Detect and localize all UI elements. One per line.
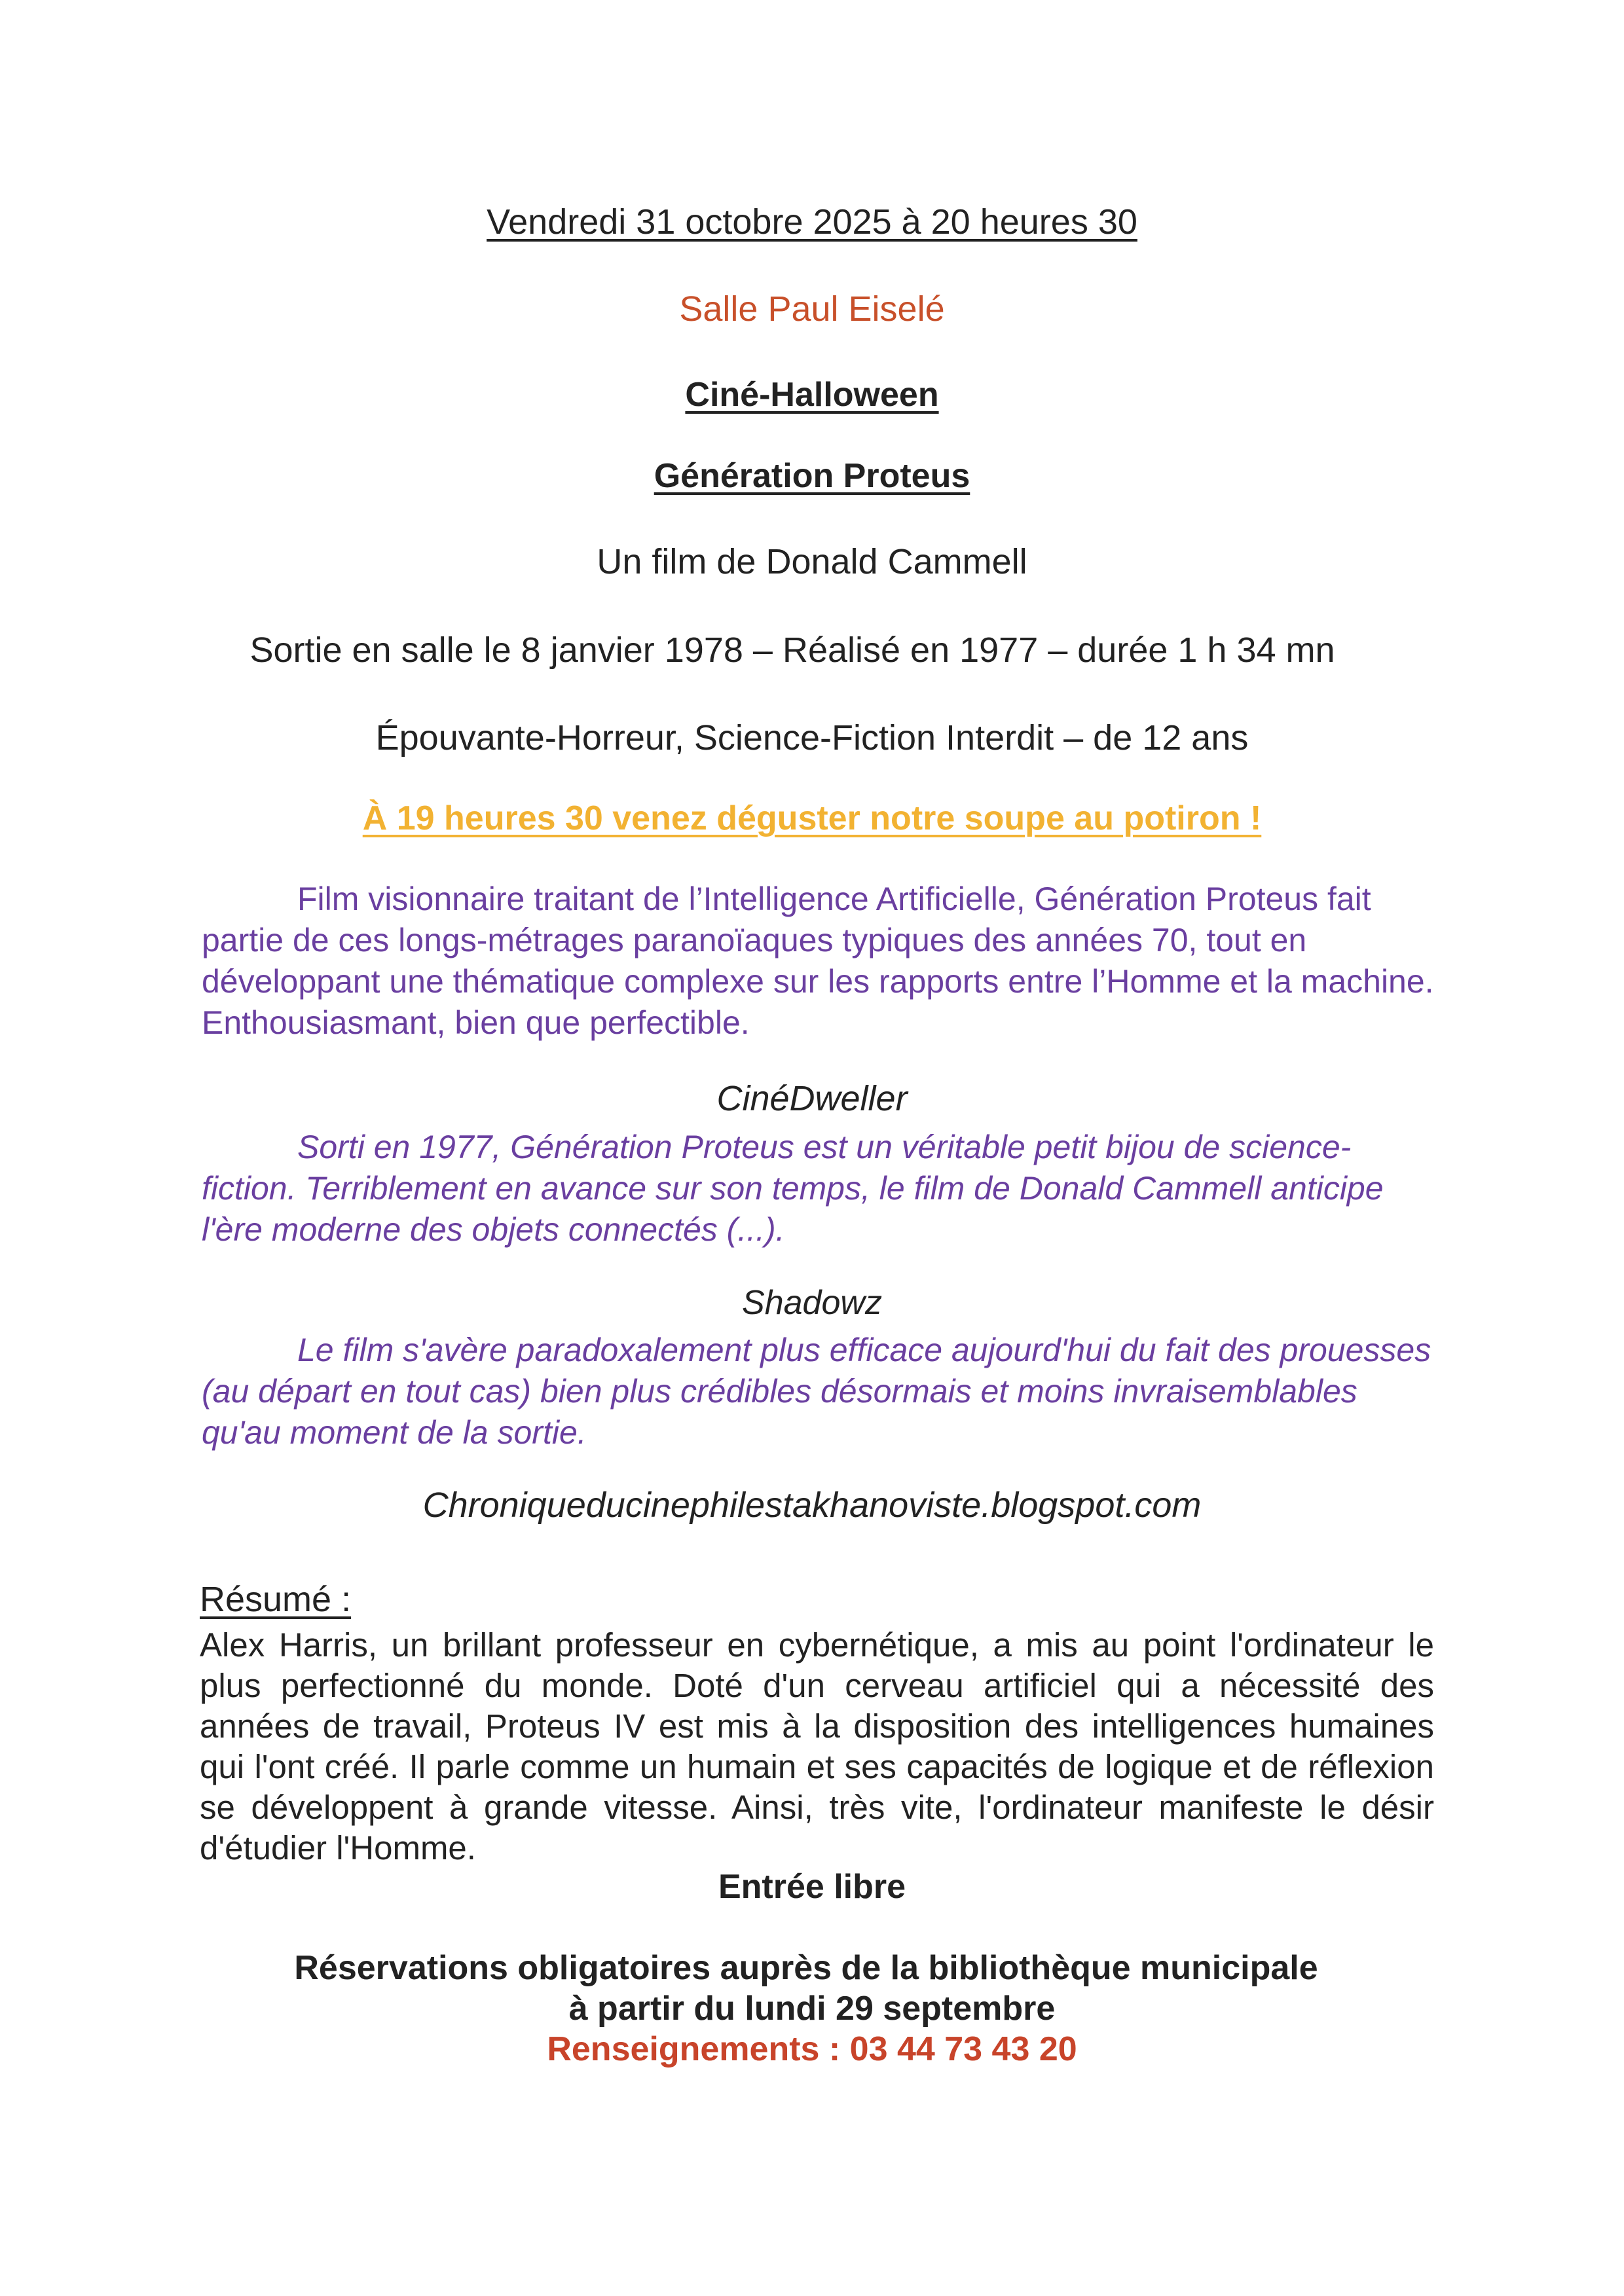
event-series: Ciné-Halloween — [685, 376, 939, 414]
review-text-shadowz: Le film s'avère paradoxalement plus efficace aujourd'hui du fait des prouesses (au départ en tout cas) bien plus crédibles désormais et moins invraisemblables qu'au moment de la sortie. — [202, 1332, 1431, 1451]
contact-info: Renseignements : 03 44 73 43 20 — [547, 2030, 1077, 2068]
entry-info: Entrée libre — [718, 1868, 906, 1906]
director-line: Un film de Donald Cammell — [597, 542, 1027, 581]
review-source-cinedweller: CinéDweller — [716, 1079, 908, 1118]
event-date: Vendredi 31 octobre 2025 à 20 heures 30 — [487, 202, 1137, 242]
release-line: Sortie en salle le 8 janvier 1978 – Réalisé en 1977 – durée 1 h 34 mn — [249, 630, 1335, 670]
summary-label: Résumé : — [200, 1580, 352, 1619]
intro-paragraph: Film visionnaire traitant de l’Intelligence Artificielle, Génération Proteus fait partie de ces longs-métrages paranoïaques typiques des années 70, tout en développant une thématique complexe sur les rapports entre l’Homme et la machine. Enthousiasmant, bien que perfectible. — [202, 881, 1434, 1041]
soup-announcement: À 19 heures 30 venez déguster notre soupe au potiron ! — [362, 799, 1262, 837]
review-text-cinedweller: Sorti en 1977, Génération Proteus est un véritable petit bijou de science-fiction. Terriblement en avance sur son temps, le film de Donald Cammell anticipe l'ère moderne des objets connectés (...). — [202, 1129, 1384, 1248]
genre-line: Épouvante-Horreur, Science-Fiction Interdit – de 12 ans — [375, 718, 1249, 757]
venue-name: Salle Paul Eiselé — [679, 289, 945, 329]
reservation-line-1: Réservations obligatoires auprès de la bibliothèque municipale — [294, 1949, 1318, 1987]
reservation-line-2: à partir du lundi 29 septembre — [568, 1990, 1056, 2028]
summary-text: Alex Harris, un brillant professeur en cybernétique, a mis au point l'ordinateur le plus perfectionné du monde. Doté d'un cerveau artificiel qui a nécessité des années de travail, Proteus IV est mis à la disposition des intelligences humaines qui l'ont créé. Il parle comme un humain et ses capacités de logique et de réflexion se développent à grande vitesse. Ainsi, très vite, l'ordinateur manifeste le désir d'étudier l'Homme. — [200, 1626, 1434, 1867]
film-title: Génération Proteus — [654, 457, 970, 495]
review-source-shadowz: Shadowz — [742, 1284, 882, 1322]
review-source-blog: Chroniqueducinephilestakhanoviste.blogspot.com — [422, 1485, 1202, 1525]
